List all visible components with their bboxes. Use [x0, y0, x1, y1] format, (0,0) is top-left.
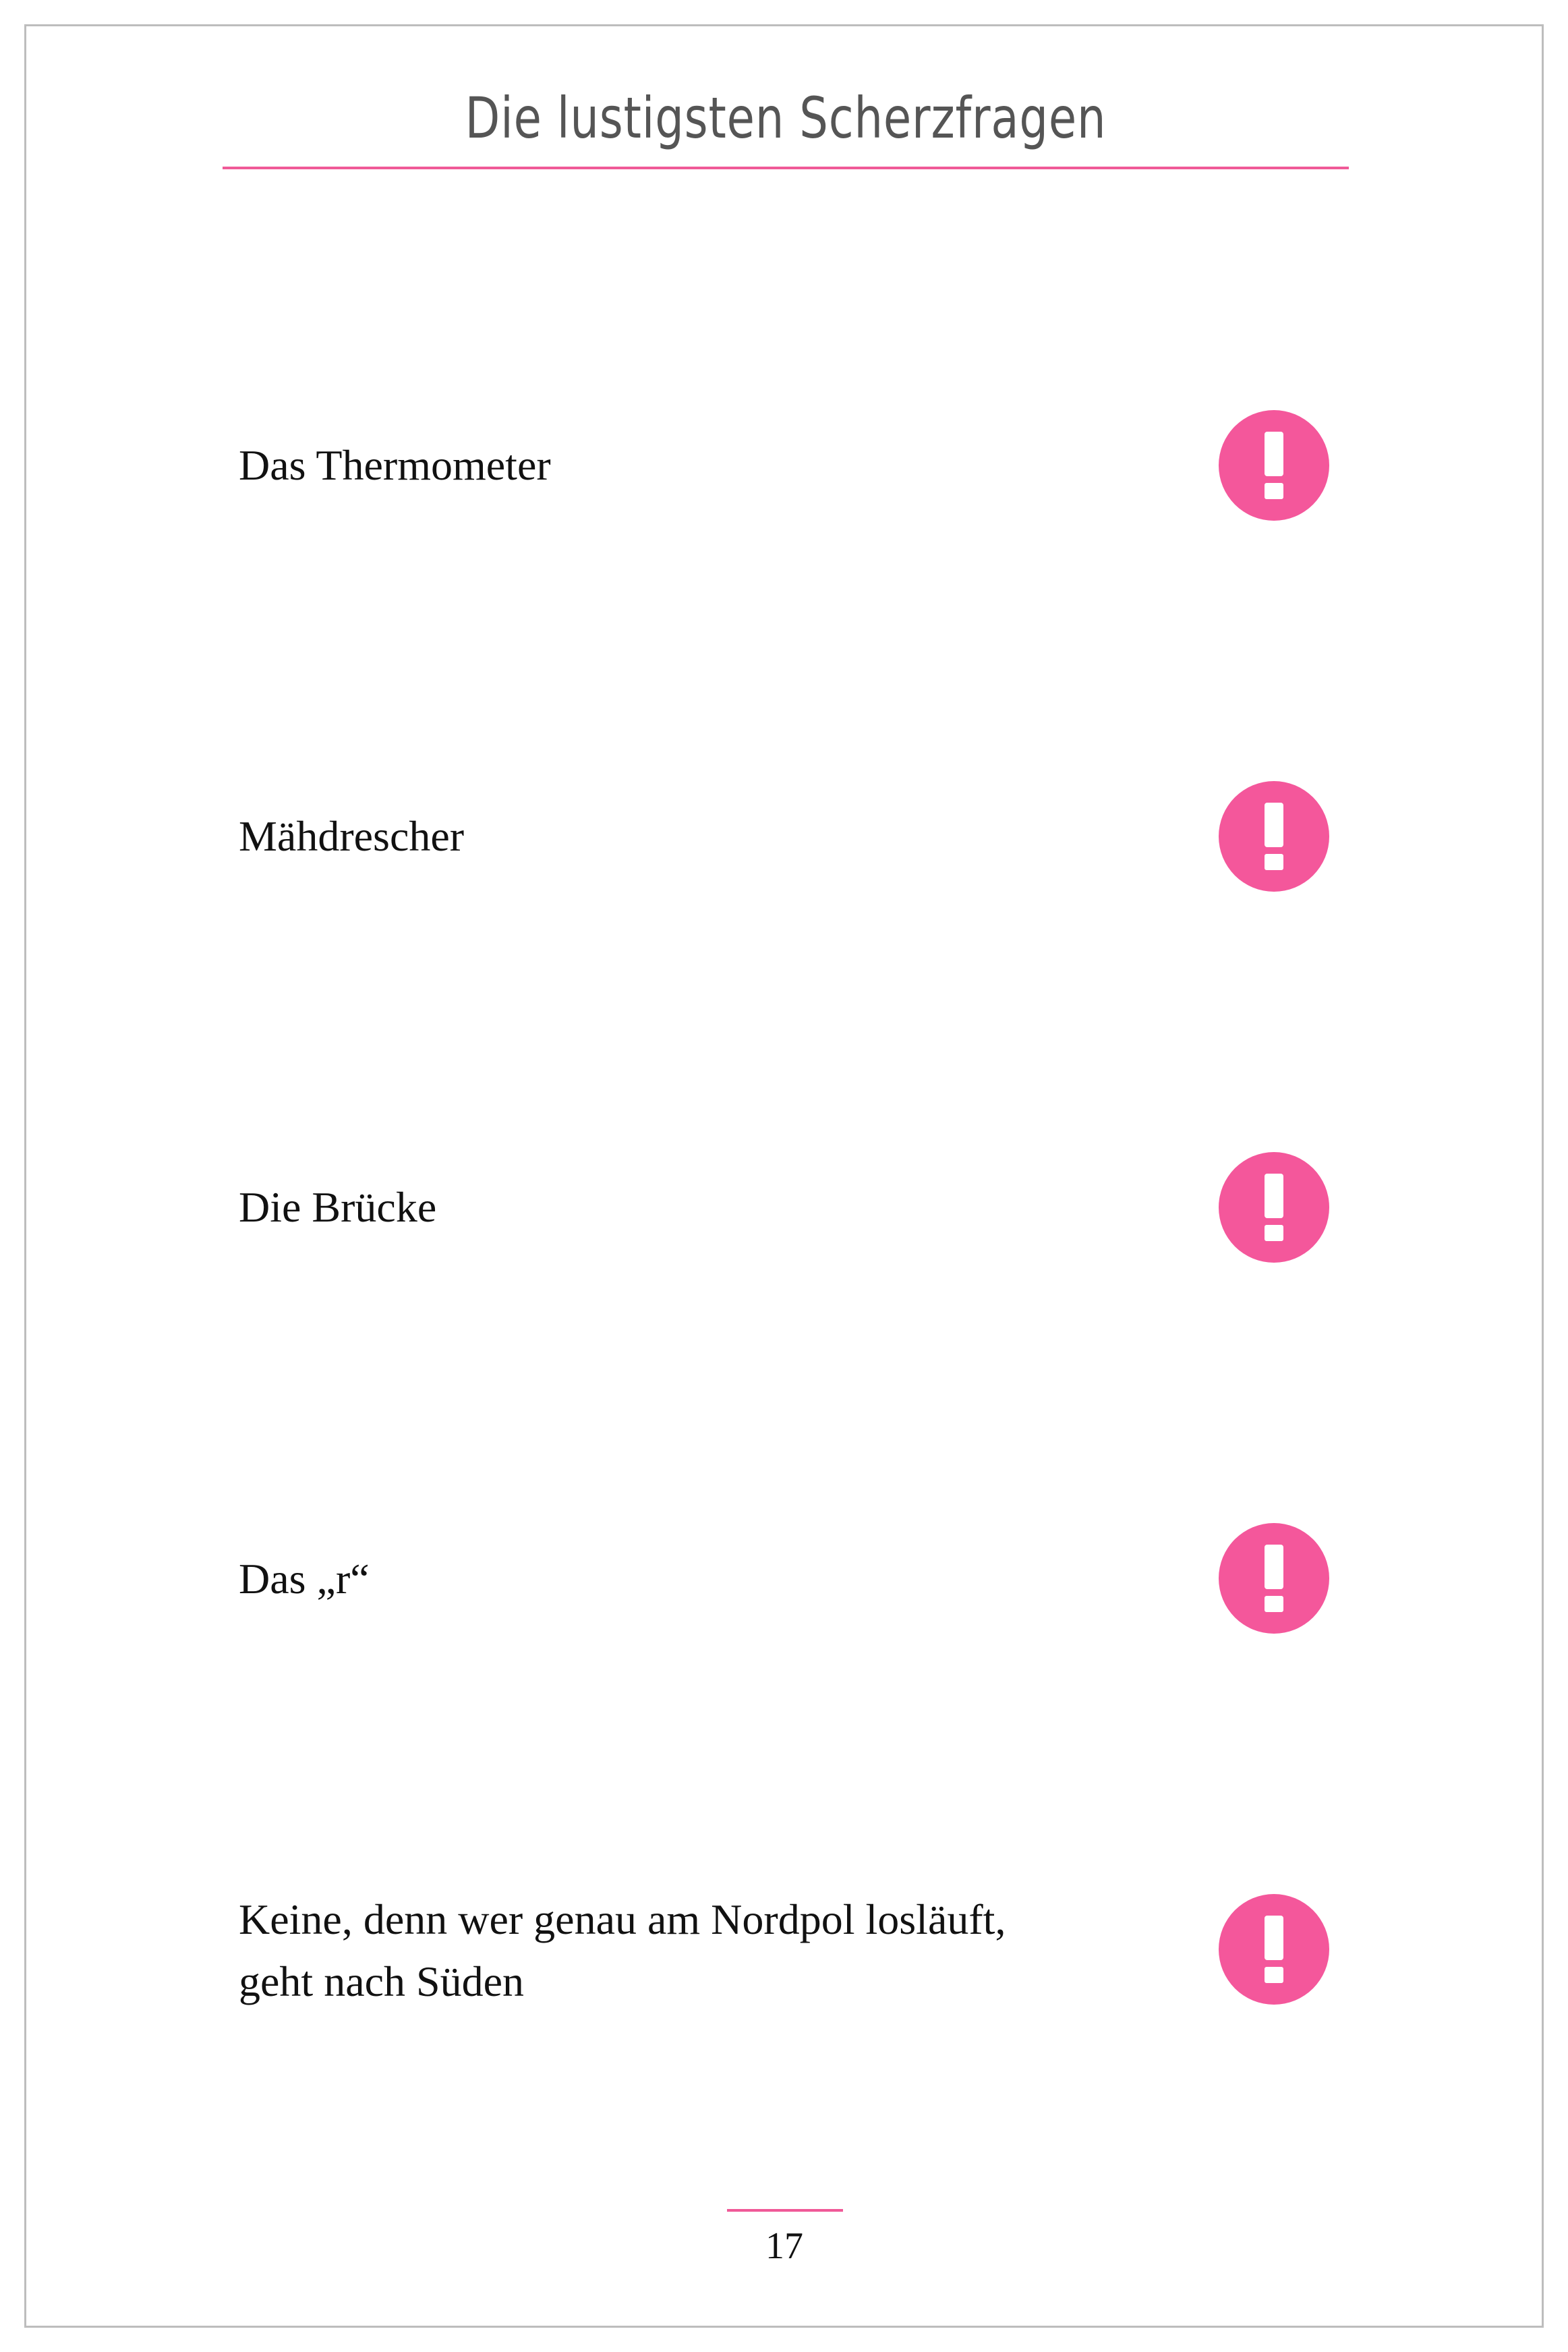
exclamation-icon [1219, 1894, 1329, 2005]
answer-line: Das „r“ [239, 1555, 370, 1603]
exclamation-icon [1219, 1152, 1329, 1263]
answer-line: Die Brücke [239, 1183, 437, 1231]
answer-line: Das Thermometer [239, 441, 551, 489]
exclamation-icon [1219, 1523, 1329, 1634]
answer-item [239, 434, 1115, 496]
exclamation-icon [1219, 410, 1329, 521]
answer-item [239, 1889, 1115, 2013]
answer-item [239, 1176, 1115, 1238]
page-title: Die lustigsten Scherzfragen [465, 85, 1107, 151]
answer-item [239, 1548, 1115, 1610]
answer-line: Mähdrescher [239, 812, 465, 860]
exclamation-icon [1219, 781, 1329, 892]
answer-item [239, 805, 1115, 867]
footer-divider [727, 2209, 843, 2212]
header-divider [223, 167, 1349, 169]
answer-line: Keine, denn wer genau am Nordpol losläuft, [239, 1895, 1006, 1943]
page-number: 17 [765, 2225, 803, 2267]
answer-line: geht nach Süden [239, 1957, 524, 2005]
